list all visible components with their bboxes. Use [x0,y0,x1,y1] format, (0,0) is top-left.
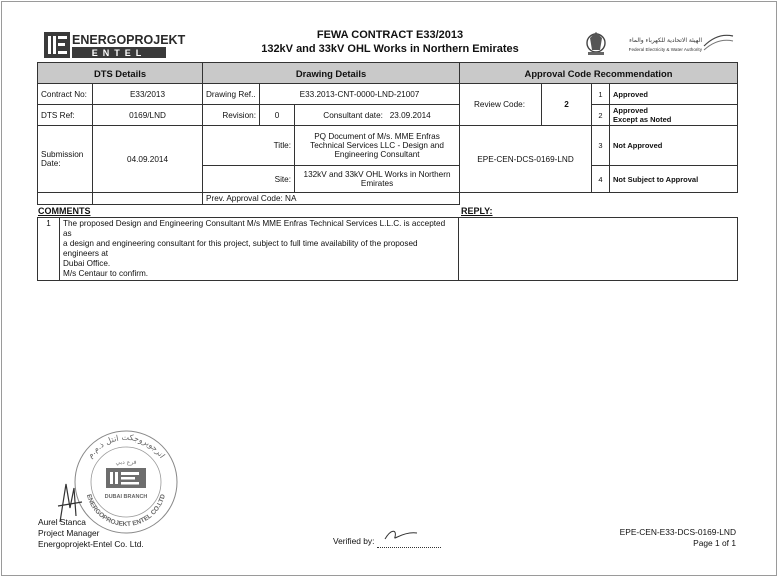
document-header [230,28,550,56]
submission-date-label: Submission Date: [38,126,93,193]
verified-by [333,536,441,548]
dts-ref-label: DTS Ref: [38,105,93,126]
svg-text:فرع دبي: فرع دبي [115,459,137,466]
dts-ref-value: 0169/LND [93,105,203,126]
signatory-name: Aurel Stanca [38,517,86,527]
consultant-date-value: 23.09.2014 [389,110,431,120]
title-label: Title: [203,126,295,166]
fewa-logo [584,28,734,62]
comment-line: M/s Centaur to confirm. [63,269,149,278]
comment-text [60,218,459,281]
code-1-text: Approved [610,84,738,105]
document-reference: EPE-CEN-E33-DCS-0169-LND [619,527,736,537]
svg-text:ENTEL: ENTEL [91,48,147,58]
verified-by-label: Verified by: [333,536,375,546]
svg-text:انرجوبروجكت انتل ذ.م.م: انرجوبروجكت انتل ذ.م.م [85,432,167,460]
reply-cell [459,218,738,281]
prev-approval-code: Prev. Approval Code: NA [203,193,460,205]
code-2-line2: Except as Noted [613,115,672,124]
signatory-role: Project Manager [38,528,100,538]
dts-details-heading: DTS Details [38,63,203,84]
drawing-ref-value: E33.2013-CNT-0000-LND-21007 [260,84,460,105]
contract-no-value: E33/2013 [93,84,203,105]
code-1-number: 1 [592,84,610,105]
reply-label: REPLY: [461,206,493,216]
comment-number: 1 [38,218,60,281]
dts-table [37,62,738,205]
revision-value: 0 [260,105,295,126]
revision-label: Revision: [203,105,260,126]
verified-signature [377,536,441,548]
energoprojekt-logo [44,30,186,60]
code-2-text [610,105,738,126]
emblem-icon [587,32,605,55]
review-code-value: 2 [542,84,592,126]
code-4-number: 4 [592,166,610,193]
consultant-date [295,105,460,126]
code-3-text: Not Approved [610,126,738,166]
signatory-block [38,517,144,550]
submission-date-value: 04.09.2014 [93,126,203,193]
comment-line: The proposed Design and Engineering Consultant M/s MME Enfras Technical Services L.L.C. is accepted as [63,219,446,238]
svg-text:DUBAI BRANCH: DUBAI BRANCH [104,494,148,500]
code-3-number: 3 [592,126,610,166]
comment-line: Dubai Office. [63,259,111,268]
consultant-date-label: Consultant date: [323,110,383,120]
page-number: Page 1 of 1 [693,538,736,548]
svg-text:الهيئة الاتحادية للكهرباء والم: الهيئة الاتحادية للكهرباء والماء [629,37,702,44]
review-code-label: Review Code: [460,84,542,126]
comment-line: a design and engineering consultant for this project, subject to full time availability of the proposed engineers at [63,239,418,258]
site-label: Site: [203,166,295,193]
code-2-number: 2 [592,105,610,126]
title-value: PQ Document of M/s. MME Enfras Technical Services LLC - Design and Engineering Consultant [295,126,460,166]
svg-text:Federal Electricity & Water Au: Federal Electricity & Water Authority [628,47,702,52]
drawing-details-heading: Drawing Details [203,63,460,84]
site-value: 132kV and 33kV OHL Works in Northern Emirates [295,166,460,193]
approval-heading: Approval Code Recommendation [460,63,738,84]
contract-title: FEWA CONTRACT E33/2013 [316,29,464,41]
code-4-text: Not Subject to Approval [610,166,738,193]
empty-cell [38,193,93,205]
swoosh-icon [704,35,733,50]
svg-text:ENERGOPROJEKT: ENERGOPROJEKT [72,33,186,47]
code-2-line1: Approved [613,106,649,115]
empty-cell [93,193,203,205]
contract-no-label: Contract No: [38,84,93,105]
empty-cell [460,193,738,205]
approval-reference: EPE-CEN-DCS-0169-LND [460,126,592,193]
document-reference-block [620,527,736,549]
project-title: 132kV and 33kV OHL Works in Northern Emirates [261,43,519,55]
comments-label: COMMENTS [38,206,91,216]
signatory-company: Energoprojekt-Entel Co. Ltd. [38,539,144,549]
svg-text:ENERGOPROJEKT ENTEL CO.LTD: ENERGOPROJEKT ENTEL CO.LTD [85,493,168,529]
comments-table [37,217,738,281]
drawing-ref-label: Drawing Ref.. [203,84,260,105]
